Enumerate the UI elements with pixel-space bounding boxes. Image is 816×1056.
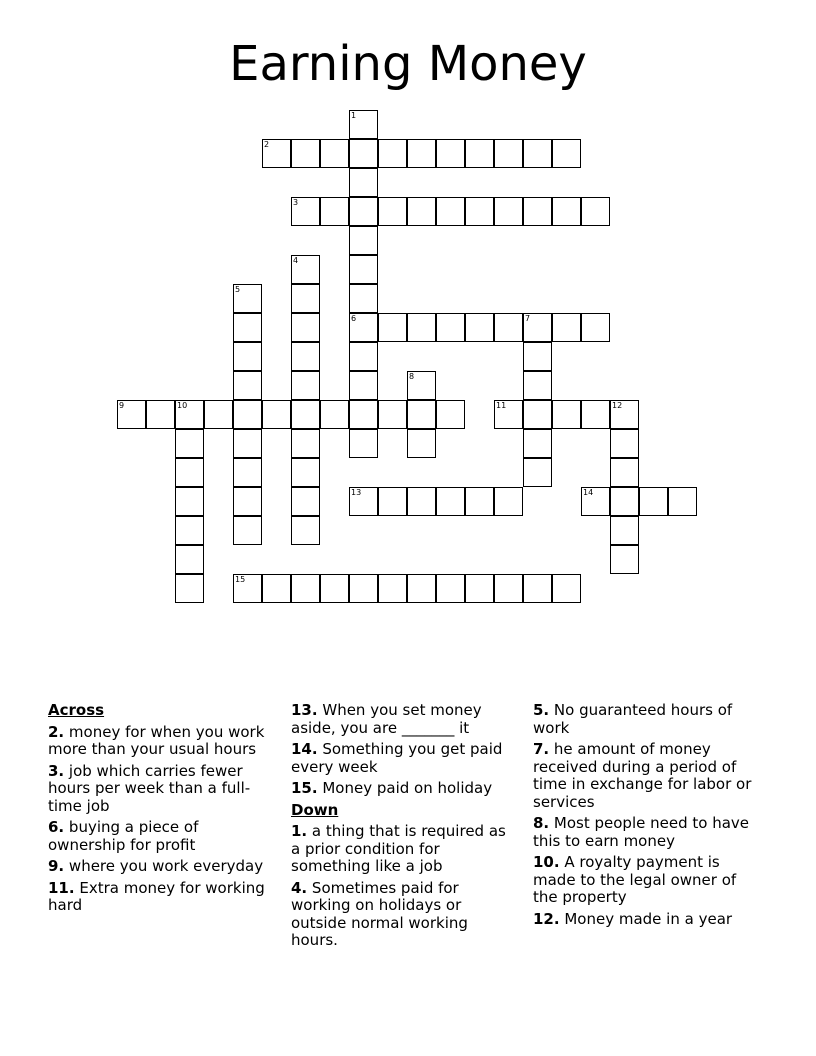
grid-cell[interactable] [262,400,291,429]
grid-cell[interactable] [581,197,610,226]
grid-cell[interactable] [320,139,349,168]
grid-cell[interactable] [494,139,523,168]
grid-cell[interactable] [436,487,465,516]
grid-cell[interactable] [349,400,378,429]
grid-cell[interactable] [523,197,552,226]
clue-across-14[interactable]: 14. Something you get paid every week [291,740,503,776]
grid-cell[interactable] [291,313,320,342]
grid-cell[interactable] [639,487,668,516]
grid-cell[interactable] [668,487,697,516]
grid-cell[interactable] [552,400,581,429]
grid-cell[interactable] [523,371,552,400]
grid-cell[interactable] [436,139,465,168]
clue-number: 8 [409,372,415,381]
grid-cell[interactable] [233,284,262,313]
clue-number: 5 [235,285,241,294]
grid-cell[interactable] [407,313,436,342]
grid-cell[interactable] [233,342,262,371]
grid-cell[interactable] [349,313,378,342]
grid-cell[interactable] [233,458,262,487]
grid-cell[interactable] [349,342,378,371]
clue-across-15[interactable]: 15. Money paid on holiday [291,779,493,797]
grid-cell[interactable] [291,139,320,168]
across-header: Across [48,701,105,719]
clue-number: 7 [525,314,531,323]
grid-cell[interactable] [233,313,262,342]
grid-cell[interactable] [378,487,407,516]
grid-cell[interactable] [610,429,639,458]
grid-cell[interactable] [465,487,494,516]
grid-cell[interactable] [494,400,523,429]
clue-down-12[interactable]: 12. Money made in a year [533,909,733,928]
clue-down-10[interactable]: 10. A royalty payment is made to the legal owner of the property [533,853,737,906]
grid-cell[interactable] [233,400,262,429]
grid-cell[interactable] [291,284,320,313]
grid-cell[interactable] [233,371,262,400]
grid-cell[interactable] [581,400,610,429]
grid-cell[interactable] [233,487,262,516]
grid-cell[interactable] [407,429,436,458]
grid-cell[interactable] [494,197,523,226]
clue-number: 13 [351,488,362,497]
grid-cell[interactable] [349,284,378,313]
grid-cell[interactable] [610,400,639,429]
grid-cell[interactable] [233,429,262,458]
grid-cell[interactable] [610,487,639,516]
grid-cell[interactable] [378,139,407,168]
clue-down-5[interactable]: 5. No guaranteed hours of work [533,701,733,737]
grid-cell[interactable] [349,429,378,458]
clue-down-7[interactable]: 7. he amount of money received during a period of time in exchange for labor or services [533,740,752,811]
grid-cell[interactable] [436,574,465,603]
grid-cell[interactable] [349,139,378,168]
clue-across-13[interactable]: 13. When you set money aside, you are _______ it [291,701,482,737]
grid-cell[interactable] [523,313,552,342]
grid-cell[interactable] [552,139,581,168]
grid-cell[interactable] [436,400,465,429]
clue-number: 14 [583,488,594,497]
clue-number: 15 [235,575,246,584]
clue-across-6[interactable]: 6. buying a piece of ownership for profit [48,818,199,854]
grid-cell[interactable] [291,487,320,516]
grid-cell[interactable] [320,574,349,603]
grid-cell[interactable] [610,545,639,574]
grid-cell[interactable] [581,313,610,342]
grid-cell[interactable] [523,458,552,487]
grid-cell[interactable] [349,255,378,284]
grid-cell[interactable] [349,574,378,603]
grid-cell[interactable] [291,516,320,545]
puzzle-title: Earning Money [229,36,587,92]
grid-cell[interactable] [349,110,378,139]
grid-cell[interactable] [175,458,204,487]
grid-cell[interactable] [378,313,407,342]
grid-cell[interactable] [291,400,320,429]
grid-cell[interactable] [204,400,233,429]
grid-cell[interactable] [552,574,581,603]
clue-across-9[interactable]: 9. where you work everyday [48,857,264,875]
grid-cell[interactable] [175,429,204,458]
clues-column-2 [291,702,516,954]
clue-number: 4 [293,256,299,265]
grid-cell[interactable] [291,342,320,371]
clue-across-3[interactable]: 3. job which carries fewer hours per week than a full-time job [48,761,251,815]
grid-cell[interactable] [291,574,320,603]
clue-across-2[interactable]: 2. money for when you work more than your usual hours [48,722,265,758]
grid-cell[interactable] [349,197,378,226]
grid-cell[interactable] [581,487,610,516]
clue-number: 10 [177,401,188,410]
grid-cell[interactable] [407,197,436,226]
clue-number: 1 [351,111,357,120]
grid-cell[interactable] [523,342,552,371]
grid-cell[interactable] [291,197,320,226]
clue-number: 2 [264,140,270,149]
grid-cell[interactable] [523,400,552,429]
grid-cell[interactable] [262,574,291,603]
grid-cell[interactable] [378,574,407,603]
grid-cell[interactable] [291,429,320,458]
grid-cell[interactable] [291,458,320,487]
down-header: Down [291,800,339,819]
grid-cell[interactable] [436,197,465,226]
grid-cell[interactable] [117,400,146,429]
clue-number: 9 [119,401,125,410]
grid-cell[interactable] [407,574,436,603]
grid-cell[interactable] [175,487,204,516]
grid-cell[interactable] [233,574,262,603]
grid-cell[interactable] [320,197,349,226]
grid-cell[interactable] [175,545,204,574]
grid-cell[interactable] [494,313,523,342]
clue-number: 11 [496,401,507,410]
grid-cell[interactable] [494,487,523,516]
grid-cell[interactable] [233,516,262,545]
grid-cell[interactable] [552,313,581,342]
grid-cell[interactable] [465,197,494,226]
grid-cell[interactable] [349,487,378,516]
grid-cell[interactable] [378,197,407,226]
grid-cell[interactable] [175,400,204,429]
grid-cell[interactable] [436,313,465,342]
grid-cell[interactable] [523,429,552,458]
grid-cell[interactable] [407,139,436,168]
clue-number: 3 [293,198,299,207]
grid-cell[interactable] [552,197,581,226]
grid-cell[interactable] [465,574,494,603]
clue-down-8[interactable]: 8. Most people need to have this to earn money [533,814,750,850]
grid-cell[interactable] [407,371,436,400]
grid-cell[interactable] [407,400,436,429]
clue-across-11[interactable]: 11. Extra money for working hard [48,878,265,914]
grid-cell[interactable] [320,400,349,429]
grid-cell[interactable] [610,516,639,545]
grid-cell[interactable] [465,139,494,168]
grid-cell[interactable] [349,371,378,400]
clues-column-1 [48,702,268,919]
grid-cell[interactable] [291,371,320,400]
grid-cell[interactable] [262,139,291,168]
grid-cell[interactable] [407,487,436,516]
grid-cell[interactable] [349,226,378,255]
grid-cell[interactable] [291,255,320,284]
grid-cell[interactable] [175,574,204,603]
grid-cell[interactable] [378,400,407,429]
grid-cell[interactable] [494,574,523,603]
clue-down-1[interactable]: 1. a thing that is required as a prior condition for something like a job [291,822,506,875]
grid-cell[interactable] [146,400,175,429]
clue-down-4[interactable]: 4. Sometimes paid for working on holidays or outside normal working hours. [291,878,468,949]
clue-number: 12 [612,401,623,410]
clues-column-3 [533,702,758,932]
grid-cell[interactable] [523,139,552,168]
clue-number: 6 [351,314,357,323]
grid-cell[interactable] [175,516,204,545]
grid-cell[interactable] [465,313,494,342]
grid-cell[interactable] [523,574,552,603]
grid-cell[interactable] [349,168,378,197]
grid-cell[interactable] [610,458,639,487]
